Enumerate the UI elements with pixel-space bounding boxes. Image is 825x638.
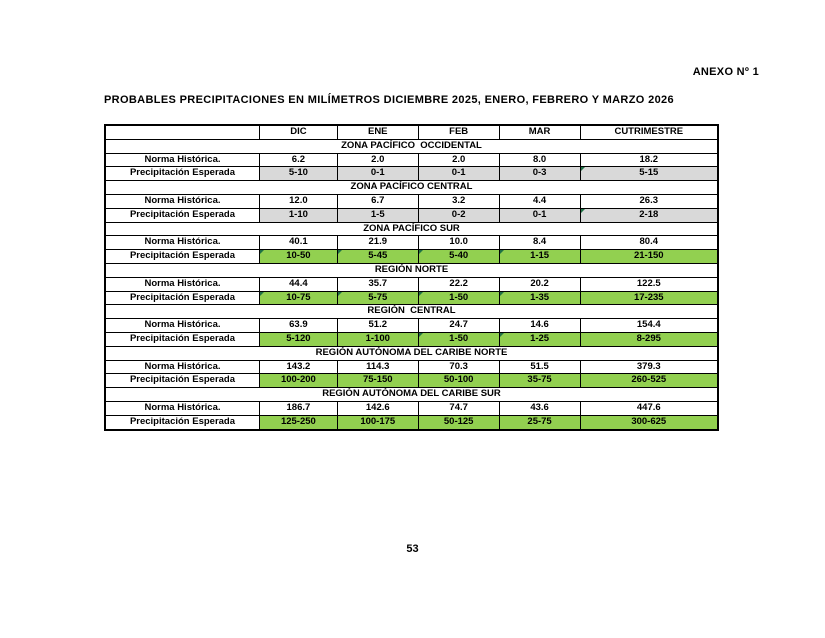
column-header-dic: DIC <box>259 125 337 139</box>
expected-value-cell: 1-50 <box>418 291 499 305</box>
norm-value-cell: 379.3 <box>580 360 718 374</box>
historic-norm-label: Norma Histórica. <box>105 360 259 374</box>
expected-precip-label: Precipitación Esperada <box>105 374 259 388</box>
expected-value-cell: 5-40 <box>418 250 499 264</box>
norm-value-cell: 186.7 <box>259 401 337 415</box>
corner-cell <box>105 125 259 139</box>
norm-value-cell: 3.2 <box>418 194 499 208</box>
historic-norm-label: Norma Histórica. <box>105 319 259 333</box>
norm-value-cell: 114.3 <box>337 360 418 374</box>
historic-norm-row <box>105 277 718 291</box>
cell-corner-triangle-icon <box>500 292 504 296</box>
cell-corner-triangle-icon <box>500 250 504 254</box>
norm-value-cell: 51.2 <box>337 319 418 333</box>
column-header-ene: ENE <box>337 125 418 139</box>
section-header-row <box>105 388 718 402</box>
page-title: PROBABLES PRECIPITACIONES EN MILÍMETROS DICIEMBRE 2025, ENERO, FEBRERO Y MARZO 2026 <box>104 94 674 106</box>
expected-precip-label: Precipitación Esperada <box>105 208 259 222</box>
norm-value-cell: 18.2 <box>580 153 718 167</box>
norm-value-cell: 40.1 <box>259 236 337 250</box>
expected-value-cell: 0-1 <box>418 167 499 181</box>
historic-norm-label: Norma Histórica. <box>105 277 259 291</box>
expected-precip-row <box>105 291 718 305</box>
expected-value-cell: 0-1 <box>499 208 580 222</box>
expected-precip-row <box>105 167 718 181</box>
expected-value-cell: 1-10 <box>259 208 337 222</box>
expected-value-cell: 25-75 <box>499 415 580 429</box>
expected-value-cell: 21-150 <box>580 250 718 264</box>
section-header-row <box>105 263 718 277</box>
cell-corner-triangle-icon <box>581 167 585 171</box>
cell-corner-triangle-icon <box>419 292 423 296</box>
norm-value-cell: 142.6 <box>337 401 418 415</box>
norm-value-cell: 154.4 <box>580 319 718 333</box>
expected-value-cell: 0-2 <box>418 208 499 222</box>
expected-value-cell: 260-525 <box>580 374 718 388</box>
expected-precip-label: Precipitación Esperada <box>105 291 259 305</box>
expected-precip-label: Precipitación Esperada <box>105 332 259 346</box>
historic-norm-row <box>105 194 718 208</box>
expected-value-cell: 5-75 <box>337 291 418 305</box>
expected-value-cell: 8-295 <box>580 332 718 346</box>
cell-corner-triangle-icon <box>500 333 504 337</box>
norm-value-cell: 14.6 <box>499 319 580 333</box>
cell-corner-triangle-icon <box>581 209 585 213</box>
expected-precip-row <box>105 415 718 429</box>
norm-value-cell: 143.2 <box>259 360 337 374</box>
expected-value-cell: 50-100 <box>418 374 499 388</box>
expected-value-cell: 1-15 <box>499 250 580 264</box>
cell-corner-triangle-icon <box>338 292 342 296</box>
historic-norm-row <box>105 236 718 250</box>
norm-value-cell: 35.7 <box>337 277 418 291</box>
norm-value-cell: 20.2 <box>499 277 580 291</box>
norm-value-cell: 8.4 <box>499 236 580 250</box>
historic-norm-label: Norma Histórica. <box>105 194 259 208</box>
expected-precip-row <box>105 332 718 346</box>
precipitation-table <box>104 124 719 431</box>
expected-value-cell: 35-75 <box>499 374 580 388</box>
precip-table-body <box>105 125 718 430</box>
section-header-row <box>105 346 718 360</box>
norm-value-cell: 24.7 <box>418 319 499 333</box>
section-title: REGIÓN AUTÓNOMA DEL CARIBE SUR <box>105 388 718 402</box>
norm-value-cell: 51.5 <box>499 360 580 374</box>
expected-value-cell: 2-18 <box>580 208 718 222</box>
norm-value-cell: 74.7 <box>418 401 499 415</box>
norm-value-cell: 44.4 <box>259 277 337 291</box>
expected-precip-label: Precipitación Esperada <box>105 167 259 181</box>
norm-value-cell: 70.3 <box>418 360 499 374</box>
norm-value-cell: 43.6 <box>499 401 580 415</box>
expected-value-cell: 10-50 <box>259 250 337 264</box>
section-header-row <box>105 305 718 319</box>
expected-precip-row <box>105 208 718 222</box>
norm-value-cell: 2.0 <box>418 153 499 167</box>
historic-norm-label: Norma Histórica. <box>105 153 259 167</box>
expected-precip-row <box>105 374 718 388</box>
historic-norm-row <box>105 360 718 374</box>
column-header-feb: FEB <box>418 125 499 139</box>
norm-value-cell: 26.3 <box>580 194 718 208</box>
expected-value-cell: 1-5 <box>337 208 418 222</box>
section-header-row <box>105 222 718 236</box>
norm-value-cell: 21.9 <box>337 236 418 250</box>
expected-value-cell: 5-120 <box>259 332 337 346</box>
expected-value-cell: 1-100 <box>337 332 418 346</box>
norm-value-cell: 63.9 <box>259 319 337 333</box>
historic-norm-row <box>105 319 718 333</box>
historic-norm-row <box>105 153 718 167</box>
cell-corner-triangle-icon <box>419 333 423 337</box>
expected-value-cell: 5-15 <box>580 167 718 181</box>
expected-value-cell: 100-175 <box>337 415 418 429</box>
cell-corner-triangle-icon <box>260 250 264 254</box>
section-title: REGIÓN AUTÓNOMA DEL CARIBE NORTE <box>105 346 718 360</box>
expected-precip-label: Precipitación Esperada <box>105 415 259 429</box>
cell-corner-triangle-icon <box>338 250 342 254</box>
expected-value-cell: 17-235 <box>580 291 718 305</box>
cell-corner-triangle-icon <box>260 292 264 296</box>
norm-value-cell: 2.0 <box>337 153 418 167</box>
norm-value-cell: 22.2 <box>418 277 499 291</box>
expected-value-cell: 125-250 <box>259 415 337 429</box>
historic-norm-label: Norma Histórica. <box>105 401 259 415</box>
expected-value-cell: 0-3 <box>499 167 580 181</box>
norm-value-cell: 6.2 <box>259 153 337 167</box>
historic-norm-row <box>105 401 718 415</box>
section-header-row <box>105 139 718 153</box>
section-title: ZONA PACÍFICO OCCIDENTAL <box>105 139 718 153</box>
expected-value-cell: 75-150 <box>337 374 418 388</box>
expected-value-cell: 1-25 <box>499 332 580 346</box>
norm-value-cell: 122.5 <box>580 277 718 291</box>
norm-value-cell: 4.4 <box>499 194 580 208</box>
expected-value-cell: 5-10 <box>259 167 337 181</box>
norm-value-cell: 10.0 <box>418 236 499 250</box>
expected-value-cell: 1-50 <box>418 332 499 346</box>
norm-value-cell: 8.0 <box>499 153 580 167</box>
expected-precip-label: Precipitación Esperada <box>105 250 259 264</box>
section-title: ZONA PACÍFICO CENTRAL <box>105 181 718 195</box>
expected-value-cell: 100-200 <box>259 374 337 388</box>
norm-value-cell: 80.4 <box>580 236 718 250</box>
expected-value-cell: 50-125 <box>418 415 499 429</box>
annex-label: ANEXO Nº 1 <box>692 66 759 78</box>
historic-norm-label: Norma Histórica. <box>105 236 259 250</box>
column-header-row <box>105 125 718 139</box>
section-title: ZONA PACÍFICO SUR <box>105 222 718 236</box>
column-header-cutrimestre: CUTRIMESTRE <box>580 125 718 139</box>
expected-value-cell: 5-45 <box>337 250 418 264</box>
cell-corner-triangle-icon <box>419 250 423 254</box>
expected-value-cell: 1-35 <box>499 291 580 305</box>
column-header-mar: MAR <box>499 125 580 139</box>
expected-value-cell: 300-625 <box>580 415 718 429</box>
section-title: REGIÓN NORTE <box>105 263 718 277</box>
expected-value-cell: 0-1 <box>337 167 418 181</box>
page-number: 53 <box>406 543 419 555</box>
norm-value-cell: 6.7 <box>337 194 418 208</box>
norm-value-cell: 12.0 <box>259 194 337 208</box>
expected-value-cell: 10-75 <box>259 291 337 305</box>
expected-precip-row <box>105 250 718 264</box>
section-title: REGIÓN CENTRAL <box>105 305 718 319</box>
norm-value-cell: 447.6 <box>580 401 718 415</box>
section-header-row <box>105 181 718 195</box>
